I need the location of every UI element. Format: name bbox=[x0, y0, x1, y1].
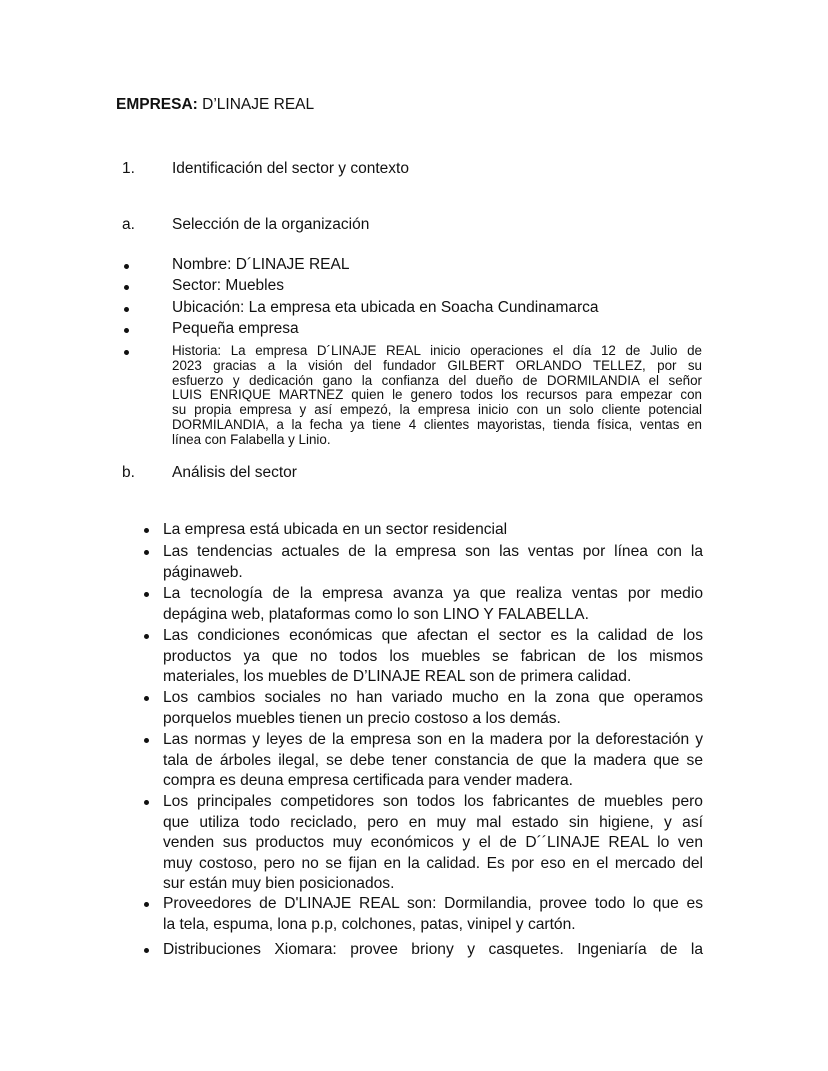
list-item-line: porquelos muebles tienen un precio costoso a los demás. bbox=[163, 709, 561, 727]
bullet-icon bbox=[144, 550, 149, 555]
list-item-line: compra es deuna empresa certificada para vender madera. bbox=[163, 772, 573, 790]
company-label: EMPRESA: bbox=[116, 96, 198, 113]
bullet-icon bbox=[144, 800, 149, 805]
list-item bbox=[163, 584, 703, 625]
list-item-line: materiales, los muebles de D’LINAJE REAL son de primera calidad. bbox=[163, 668, 632, 686]
list-item-line: que utiliza todo reciclado, pero en muy mal estado sin higiene, y así bbox=[163, 813, 703, 831]
company-title bbox=[116, 96, 314, 114]
section-b-heading: Análisis del sector bbox=[172, 464, 297, 481]
section-1-heading: Identificación del sector y contexto bbox=[172, 160, 409, 177]
paragraph-line: su propia empresa y así empezó, la empresa inicio con un solo cliente potencial bbox=[172, 402, 702, 418]
bullet-icon bbox=[124, 307, 129, 312]
paragraph-line: DORMILANDIA, a la fecha ya tiene 4 clientes mayoristas, tienda física, ventas en bbox=[172, 416, 702, 432]
list-item-line: productos ya que no todos los muebles se fabrican de los mismos bbox=[163, 647, 703, 665]
bullet-icon bbox=[144, 738, 149, 743]
list-item-line: Los cambios sociales no han variado mucho en la zona que operamos bbox=[163, 689, 703, 706]
bullet-icon bbox=[144, 528, 149, 533]
list-item: Pequeña empresa bbox=[172, 320, 299, 337]
list-item-line: depágina web, plataformas como lo son LINO Y FALABELLA. bbox=[163, 605, 589, 623]
bullet-icon bbox=[144, 634, 149, 639]
list-item-line: sur están muy bien posicionados. bbox=[163, 875, 395, 893]
bullet-icon bbox=[124, 264, 129, 269]
list-item-line: la tela, espuma, lona p.p, colchones, patas, vinipel y cartón. bbox=[163, 915, 576, 933]
bullet-icon bbox=[144, 948, 149, 953]
section-a-letter: a. bbox=[122, 216, 135, 233]
list-item-line: Las tendencias actuales de la empresa son las ventas por línea con la bbox=[163, 543, 703, 560]
list-item-line: tala de árboles ilegal, se debe tener constancia de que la madera que se bbox=[163, 751, 703, 769]
list-item: Sector: Muebles bbox=[172, 277, 284, 294]
list-item-line: Las normas y leyes de la empresa son en la madera por la deforestación y bbox=[163, 731, 703, 748]
paragraph-line: esfuerzo y dedicación gano la confianza del dueño de DORMILANDIA el señor bbox=[172, 372, 702, 388]
bullet-icon bbox=[124, 350, 129, 355]
section-a-heading: Selección de la organización bbox=[172, 216, 370, 233]
list-item: Nombre: D´LINAJE REAL bbox=[172, 256, 350, 273]
paragraph-line: Historia: La empresa D´LINAJE REAL inicio operaciones el día 12 de Julio de bbox=[172, 343, 702, 358]
historia-paragraph bbox=[172, 344, 702, 448]
bullet-icon bbox=[124, 285, 129, 290]
paragraph-line: línea con Falabella y Linio. bbox=[172, 431, 331, 447]
section-b-letter: b. bbox=[122, 464, 135, 481]
list-item: Ubicación: La empresa eta ubicada en Soacha Cundinamarca bbox=[172, 299, 599, 316]
list-item-line: Distribuciones Xiomara: provee briony y casquetes. Ingeniaría de la bbox=[163, 941, 703, 958]
paragraph-line: 2023 gracias a la visión del fundador GILBERT ORLANDO TELLEZ, por su bbox=[172, 357, 702, 373]
bullet-icon bbox=[144, 902, 149, 907]
list-item-line: Proveedores de D'LINAJE REAL son: Dormilandia, provee todo lo que es bbox=[163, 895, 703, 912]
list-item bbox=[163, 688, 703, 729]
bullet-icon bbox=[144, 592, 149, 597]
list-item-line: Las condiciones económicas que afectan el sector es la calidad de los bbox=[163, 627, 703, 644]
list-item-line: venden sus productos muy económicos y el de D´´LINAJE REAL lo ven bbox=[163, 834, 703, 852]
list-item bbox=[163, 626, 703, 688]
list-item-line: muy costoso, pero no se fijan en la calidad. Es por eso en el mercado del bbox=[163, 854, 703, 872]
section-1-number: 1. bbox=[122, 160, 135, 177]
paragraph-line: LUIS ENRIQUE MARTNEZ quien le genero todos los recursos para empezar con bbox=[172, 387, 702, 403]
list-item bbox=[163, 792, 703, 895]
bullet-icon bbox=[144, 696, 149, 701]
list-item-line: La tecnología de la empresa avanza ya que realiza ventas por medio bbox=[163, 585, 703, 602]
list-item-line: Los principales competidores son todos los fabricantes de muebles pero bbox=[163, 793, 703, 810]
bullet-icon bbox=[124, 328, 129, 333]
list-item bbox=[163, 520, 703, 541]
list-item bbox=[163, 894, 703, 935]
list-item-line: páginaweb. bbox=[163, 563, 243, 581]
list-item bbox=[163, 940, 703, 961]
list-item bbox=[163, 542, 703, 583]
list-item-line: La empresa está ubicada en un sector residencial bbox=[163, 521, 508, 538]
list-item bbox=[163, 730, 703, 792]
company-name: D’LINAJE REAL bbox=[197, 96, 315, 113]
